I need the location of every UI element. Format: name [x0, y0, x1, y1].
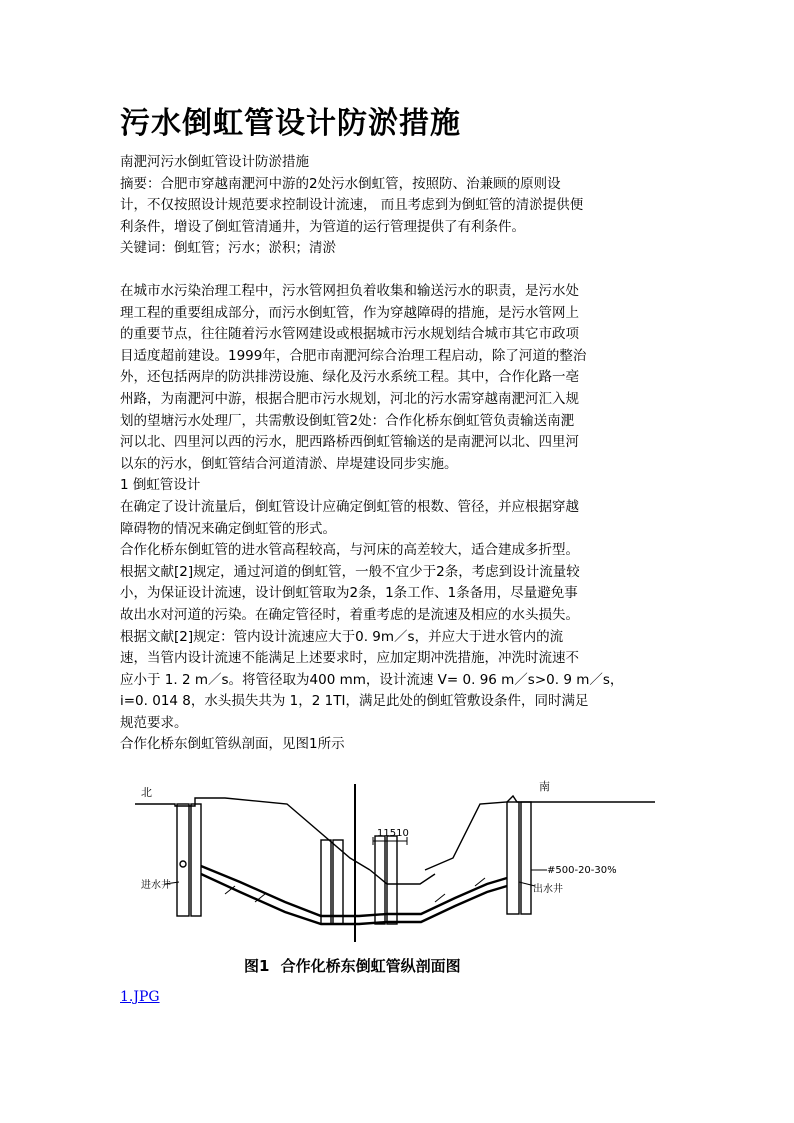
body-line: 的重要节点，往往随着污水管网建设或根据城市污水规划结合城市其它市政项	[120, 326, 579, 343]
image-link[interactable]: 1.JPG	[120, 989, 160, 1005]
access-well	[375, 836, 385, 924]
page-title: 污水倒虹管设计防淤措施	[120, 106, 461, 141]
body-line: 根据文献[2]规定，通过河道的倒虹管，一般不宜少于2条，考虑到设计流量较	[120, 563, 580, 580]
figure-caption: 图1 合作化桥东倒虹管纵剖面图	[244, 957, 461, 975]
slope-note: #500-20-30%	[547, 865, 617, 876]
body-line: 根据文献[2]规定：管内设计流速应大于0. 9m／s，并应大于进水管内的流	[120, 628, 564, 645]
body-line: 以东的污水，倒虹管结合河道清淤、岸堤建设同步实施。	[120, 455, 458, 472]
body-line: 河以北、四里河以西的污水，肥西路桥西倒虹管输送的是南淝河以北、四里河	[120, 434, 579, 451]
body-line: 障碍物的情况来确定倒虹管的形式。	[120, 520, 336, 537]
body-line: 应小于 1. 2 m／s。将管径取为400 mm，设计流速 V= 0. 96 m／s>0. 9 m／s，	[120, 671, 624, 688]
outlet-well-label: 出水井	[533, 884, 563, 895]
body-line: 在确定了设计流量后，倒虹管设计应确定倒虹管的根数、管径，并应根据穿越	[120, 498, 579, 515]
keywords: 关键词：倒虹管；污水；淤积；清淤	[120, 240, 336, 257]
abstract-line: 利条件，增设了倒虹管清通井，为管道的运行管理提供了有利条件。	[120, 218, 525, 235]
dimension-label: 11510	[377, 828, 409, 839]
body-line: i=0. 014 8，水头损失共为 1，2 1TI，满足此处的倒虹管敷设条件，同时满足	[120, 693, 589, 710]
body-line: 州路，为南淝河中游，根据合肥市污水规划，河北的污水需穿越南淝河汇入规	[120, 390, 579, 407]
body-line: 划的望塘污水处理厂，共需敷设倒虹管2处：合作化桥东倒虹管负责输送南淝	[120, 412, 575, 429]
south-label: 南	[539, 780, 550, 793]
south-ground	[425, 796, 655, 870]
abstract-line: 计，不仅按照设计规范要求控制设计流速， 而且考虑到为倒虹管的清淤提供便	[120, 197, 584, 214]
outlet-well-shape	[507, 802, 519, 914]
profile-drawing	[135, 774, 655, 974]
inlet-well-label: 进水井	[141, 880, 171, 891]
body-line: 故出水对河道的污染。在确定管径时，着重考虑的是流速及相应的水头损失。	[120, 606, 579, 623]
body-line: 合作化桥东倒虹管纵剖面，见图1所示	[120, 736, 345, 753]
north-label: 北	[141, 786, 152, 799]
access-well	[321, 840, 331, 924]
intro-block	[120, 152, 676, 260]
inlet-well-shape	[177, 804, 189, 916]
subtitle: 南淝河污水倒虹管设计防淤措施	[120, 154, 309, 170]
body-line: 速，当管内设计流速不能满足上述要求时，应加定期冲洗措施，冲洗时流速不	[120, 650, 579, 667]
body-line: 在城市水污染治理工程中，污水管网担负着收集和输送污水的职责，是污水处	[120, 283, 579, 299]
river-bed	[370, 870, 435, 884]
body-line: 小，为保证设计流速，设计倒虹管取为2条，1条工作、1条备用，尽量避免事	[120, 585, 578, 602]
body-line: 合作化桥东倒虹管的进水管高程较高，与河床的高差较大，适合建成多折型。	[120, 542, 579, 559]
body-line: 规范要求。	[120, 714, 188, 731]
section-heading: 1 倒虹管设计	[120, 477, 201, 494]
body-text	[120, 281, 676, 756]
body-line: 目适度超前建设。1999年，合肥市南淝河综合治理工程启动，除了河道的整治	[120, 347, 587, 364]
body-line: 外，还包括两岸的防洪排涝设施、绿化及污水系统工程。其中，合作化路一亳	[120, 369, 579, 386]
north-ground	[135, 798, 370, 870]
body-line: 理工程的重要组成部分，而污水倒虹管，作为穿越障碍的措施，是污水管网上	[120, 304, 579, 321]
abstract-line: 摘要：合肥市穿越南淝河中游的2处污水倒虹管，按照防、治兼顾的原则设	[120, 175, 561, 192]
